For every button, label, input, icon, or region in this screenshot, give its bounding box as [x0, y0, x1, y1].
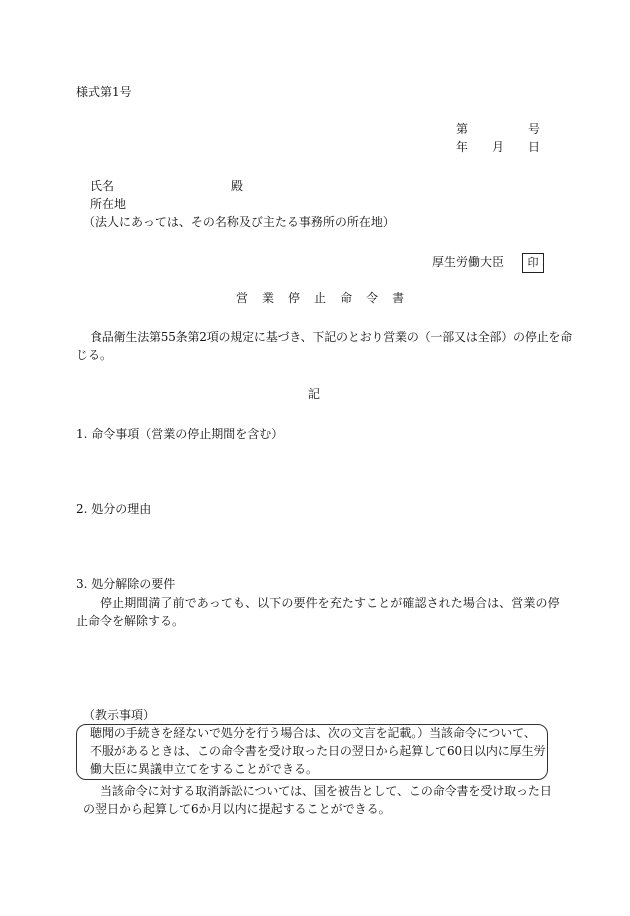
- item-3-text-1: 停止期間満了前であっても、以下の要件を充たすことが確認された場合は、営業の停: [100, 596, 560, 610]
- notice-label: （教示事項）: [83, 708, 156, 722]
- item-2: 2. 処分の理由: [76, 502, 152, 516]
- date-year: 年: [456, 140, 469, 154]
- notice-bracket-line-2: 不服があるときは、この命令書を受け取った日の翌日から起算して60日以内に厚生労: [90, 744, 546, 758]
- title-char: 止: [314, 291, 327, 305]
- issuer-title: 厚生労働大臣: [432, 255, 505, 269]
- title-char: 停: [288, 291, 301, 305]
- title-char: 営: [236, 291, 249, 305]
- date-month: 月: [492, 140, 505, 154]
- item-1: 1. 命令事項（営業の停止期間を含む）: [76, 427, 284, 441]
- notice-text-2: の翌日から起算して6か月以内に提起することができる。: [83, 802, 391, 816]
- notice-text-1: 当該命令に対する取消訴訟については、国を被告として、この命令書を受け取った日: [100, 784, 552, 798]
- document-title: [236, 292, 404, 304]
- name-label: 氏名: [90, 179, 115, 193]
- corporate-note: （法人にあっては、その名称及び主たる事務所の所在地）: [83, 215, 395, 229]
- item-3-text-2: 止命令を解除する。: [76, 614, 185, 628]
- title-char: 業: [262, 291, 275, 305]
- title-char: 書: [392, 291, 405, 305]
- body-line-2: じる。: [76, 348, 113, 362]
- notice-bracket-line-3: 働大臣に異議申立てをすることができる。: [90, 762, 319, 776]
- title-char: 命: [340, 291, 353, 305]
- ki-heading: 記: [308, 387, 321, 401]
- address-label: 所在地: [90, 197, 127, 211]
- honorific: 殿: [231, 179, 244, 193]
- number-prefix: 第: [456, 122, 469, 136]
- bracket-gap-left: [70, 736, 90, 766]
- seal-icon: 印: [522, 253, 544, 273]
- form-number: 様式第1号: [76, 85, 132, 99]
- date-day: 日: [528, 140, 541, 154]
- item-3: 3. 処分解除の要件: [76, 577, 176, 591]
- number-suffix: 号: [528, 122, 541, 136]
- body-line-1: 食品衛生法第55条第2項の規定に基づき、下記のとおり営業の（一部又は全部）の停止を命: [90, 330, 573, 344]
- title-char: 令: [366, 291, 379, 305]
- notice-bracket-line-1: 聴聞の手続きを経ないで処分を行う場合は、次の文言を記載。）当該命令について、: [90, 726, 536, 740]
